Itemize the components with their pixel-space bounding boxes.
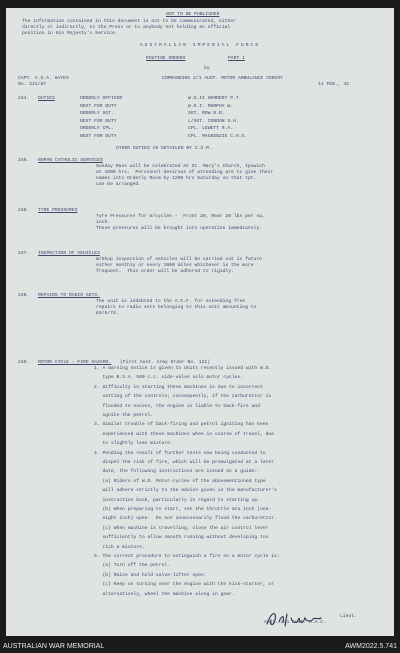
motor-line: ignite the petrol. [94,413,154,418]
motor-reference: (First Aust. Army Order No. 121) [120,360,211,365]
duty-role: ORDERLY OFFICER [80,96,123,101]
section-line: Sunday Mass will be celebrated at St. Mary's Church, Ipswich [96,164,265,169]
commander-name: CAPT. A.S.A. HAYES [18,76,69,81]
duty-name: CPL. MACKENZIE C.H.S. [188,133,248,139]
duty-role: NEXT FOR DUTY [80,133,117,139]
motor-title: MOTOR CYCLE - FIRE HAZARD. [38,360,112,365]
motor-line: alternatively, wheel the machine along in gear. [94,591,235,597]
notice-line-2: directly or indirectly, to the Press or to anybody not holding an official [22,25,231,30]
section-title: TYRE PRESSURES [38,208,78,213]
by-label: by [204,66,210,71]
section-line: can be arranged. [96,182,142,187]
duties-title: DUTIES [38,96,55,101]
handwritten-signature [263,608,325,630]
section-line: The unit is indebted to the A.C.F. for extending free [96,299,246,304]
section-line: names into Orderly Room by 1200 hrs Saturday so that tpt. [96,176,257,181]
section-line: Tyre Pressures for m/cycles - Front 20, Rear 20 lbs per sq. [96,214,265,219]
section-number: 247. [18,251,30,256]
section-line: frequent. This order will be adhered to rigidly. [96,269,234,274]
section-number: 246. [18,208,30,213]
section-title: ROMAN CATHOLIC SERVICES [38,158,103,163]
motor-line: (a) Turn off the petrol. [94,563,170,569]
motor-line: (c) When machine is travelling, close the air control lever [94,525,269,531]
section-line: £8/5/7d. [96,311,119,316]
lieut-label: Lieut. [340,614,357,619]
duty-role: NEXT FOR DUTY [80,118,117,124]
motor-line: type B.S.A. 500 c.c. side-valve solo motor cycles. [94,375,244,381]
footer-accession: AWM2022.5.741 [345,643,397,650]
section-line: either monthly or every 1000 miles whichever is the more [96,263,254,268]
motor-line: 4. Pending the result of further tests now being conducted to [94,450,266,456]
duty-role: ORDERLY SGT. [80,111,114,116]
duties-number: 244. [18,96,30,101]
duty-name: W.O.II HERBERT P.T. [188,96,242,101]
footer-bar [0,640,400,653]
section-line: These pressures will be brought into operation immediately. [96,226,262,231]
motor-line: 3. Similar trouble of back-firing and petrol igniting has been [94,422,269,428]
footer-credit: AUSTRALIAN WAR MEMORIAL [3,643,105,650]
not-published-heading: NOT TO BE PUBLISHED [166,12,220,17]
order-number: No. 221/87 [18,82,47,87]
motor-line: 2. Difficulty in starting these machines is due to incorrect [94,384,263,390]
other-duties: OTHER DUTIES AS DETAILED BY C.S.M. [116,146,212,151]
motor-line: (c) Keep on turning over the engine with the kick-starter, or [94,582,275,588]
motor-line: will adhere strictly to the advice given in the manufacturer's [94,488,277,494]
section-line: W/Shop inspection of vehicles will be carried out in future [96,257,262,262]
section-line: at 1000 hrs. Personnel desirous of attending are to give their [96,170,274,175]
adjt-label: Adjt. 2/1 Aust. M.A.C. [264,620,326,625]
motor-line: 1. A warning notice is given to Units recently issued with W.D. [94,366,272,371]
section-number: 248. [18,293,30,298]
notice-line-3: position in His Majesty's Service. [22,31,118,36]
motor-line: instruction book, particularly in regard to starting up. [94,497,260,503]
duty-name: SGT. ROW D.R. [188,111,225,116]
section-line: repairs to radio sets belonging to this unit amounting to [96,305,257,310]
duty-name: L/SGT. CONDON S.H. [188,118,239,124]
motor-line: date, the following instructions are issued as a guide:- [94,469,260,475]
routine-orders-title: ROUTINE ORDERS [146,56,186,61]
motor-line: (b) When preparing to start, set the throttle at¼ inch (one- [94,507,272,512]
section-line: inch. [96,220,111,225]
section-title: REPAIRS TO RADIO SETS. [38,293,100,298]
motor-line: rich a mixture. [94,544,145,550]
section-title: INSPECTION OF VEHICLES [38,251,100,256]
motor-line: experienced with these machines when in course of travel, due [94,431,275,437]
motor-line: eight inch) open. Do not unnecessarily flood the carburettor. [94,516,277,522]
duty-role: NEXT FOR DUTY [80,103,117,109]
document-page [6,8,394,636]
motor-line: flooded to excess, the engine is liable to back-fire and [94,403,260,409]
motor-line: dispel the risk of fire, which will be promulgated at a later [94,460,275,465]
notice-line-1: The information contained in this document is not to be communicated, either [22,19,236,24]
motor-line: (b) Raise and hold valve-lifter open. [94,572,207,578]
duty-name: CPL. LEWETT R.A. [188,126,234,131]
part-label: PART 1 [228,56,245,61]
motor-number: 249. [18,360,30,365]
duty-name: W.O.I. MURPHY W. [188,103,234,109]
motor-line: sufficiently to allow smooth running without developing too [94,535,269,541]
motor-line: setting of the controls; consequently, if the carburettor is [94,394,272,400]
motor-line: 5. The correct procedure to extinguish a fire on a motor cycle is: [94,554,280,559]
motor-line: to slightly lean mixture. [94,441,173,447]
duty-role: ORDERLY CPL. [80,126,114,131]
order-date: 14 FEB., 42 [318,82,349,87]
force-title: AUSTRALIAN IMPERIAL FORCE [139,43,261,48]
motor-line: (a) Riders of W.D. Motor-cycles of the abovementioned type [94,478,266,484]
unit-name: COMMANDING 2/1 AUST. MOTOR AMBULANCE CONVOY [162,76,283,81]
section-number: 245. [18,158,30,163]
